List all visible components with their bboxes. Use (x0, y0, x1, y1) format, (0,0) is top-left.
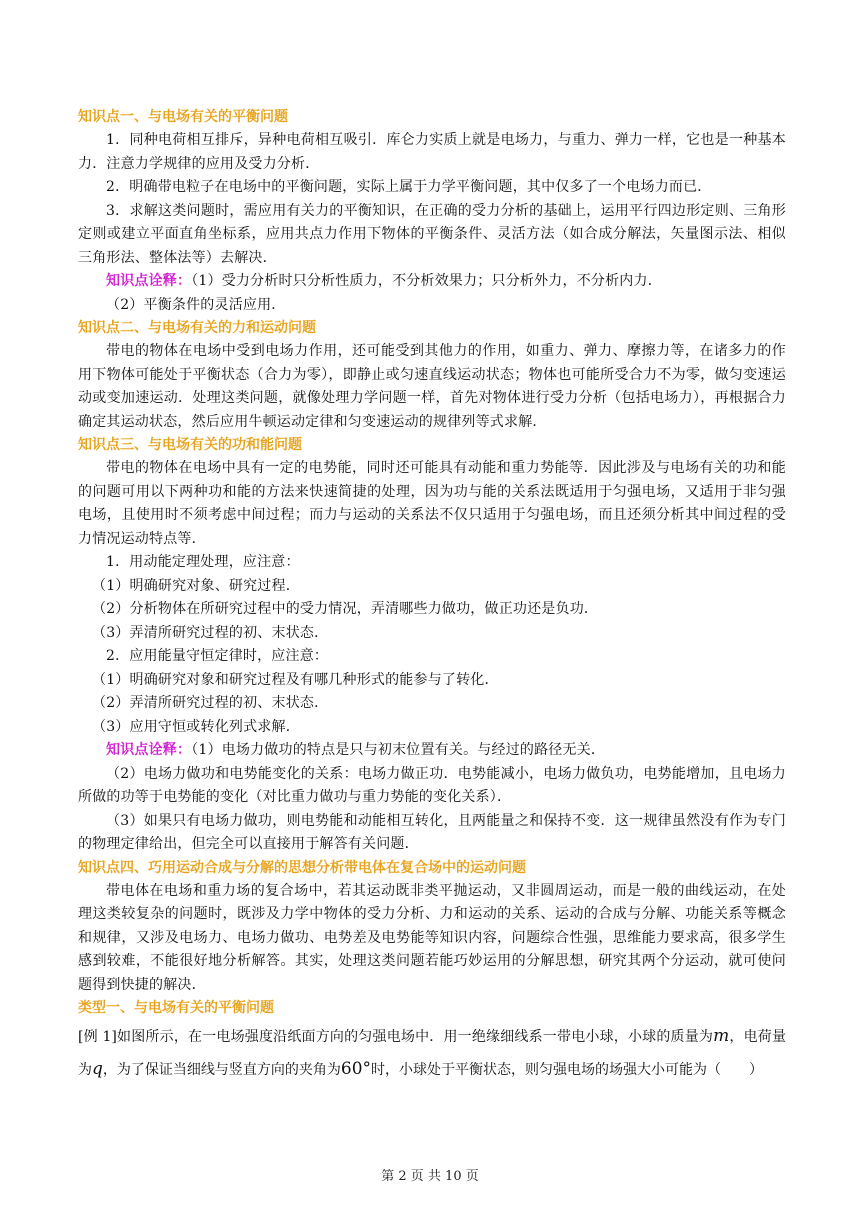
document-body (78, 106, 786, 1086)
paragraph: 2．明确带电粒子在电场中的平衡问题，实际上属于力学平衡问题，其中仅多了一个电场力而已． (106, 179, 712, 195)
math-angle: 60° (340, 1059, 372, 1079)
note-label: 知识点诠释： (106, 273, 192, 289)
example-question: [例 1]如图所示，在一电场强度沿纸面方向的匀强电场中．用一绝缘细线系一带电小球，小球的质量为m，电荷量为q，为了保证当细线与竖直方向的夹角为60°时，小球处于平衡状态，则匀强电场的场强大小可能为（ ） (78, 1026, 787, 1079)
list-item: （1）明确研究对象和研究过程及有哪几种形式的能参与了转化． (92, 671, 499, 688)
note-label: 知识点诠释： (106, 742, 192, 758)
list-item: （3）应用守恒或转化列式求解． (92, 718, 300, 735)
math-m: m (713, 1026, 730, 1046)
paragraph: 带电的物体在电场中受到电场力作用，还可能受到其他力的作用，如重力、弹力、摩擦力等，在诸多力的作用下物体可能处于平衡状态（合力为零），即静止或匀速直线运动状态；物体也可能所受合力不为零，做匀变速运动或变加速运动．处理这类问题，就像处理力学问题一样，首先对物体进行受力分析（包括电场力），再根据合力确定其运动状态，然后应用牛顿运动定律和匀变速运动的规律列等式求解． (78, 343, 786, 430)
math-q: q (92, 1059, 103, 1079)
subheading: 2．应用能量守恒定律时，应注意： (106, 648, 329, 664)
paragraph: 带电体在电场和重力场的复合场中，若其运动既非类平抛运动，又非圆周运动，而是一般的曲线运动，在处理这类较复杂的问题时，既涉及力学中物体的受力分析、力和运动的关系、运动的合成与分解、功能关系等概念和规律，又涉及电场力、电场力做功、电势差及电势能等知识内容，问题综合性强，思维能力要求高，很多学生感到较难，不能很好地分析解答。其实，处理这类问题若能巧妙运用的分解思想，研究其两个分运动，就可使问题得到快捷的解决． (78, 882, 786, 993)
paragraph: 带电的物体在电场中具有一定的电势能，同时还可能具有动能和重力势能等．因此涉及与电场有关的功和能的问题可用以下两种功和能的方法来快速简捷的处理，因为功与能的关系法既适用于匀强电场，又适用于非匀强电场，且使用时不须考虑中间过程；而力与运动的关系法不仅只适用于匀强电场，而且还须分析其中间过程的受力情况运动特点等． (78, 460, 786, 547)
note-line: （2）平衡条件的灵活应用． (106, 296, 286, 313)
list-item: （1）明确研究对象、研究过程． (92, 577, 300, 594)
list-item: （2）分析物体在所研究过程中的受力情况，弄清哪些力做功，做正功还是负功． (92, 601, 599, 617)
heading-point-4: 知识点四、巧用运动合成与分解的思想分析带电体在复合场中的运动问题 (78, 859, 526, 876)
example-tag: [例 1] (78, 1029, 117, 1045)
heading-type-1: 类型一、与电场有关的平衡问题 (78, 1000, 274, 1016)
note-line: 知识点诠释：（1）受力分析时只分析性质力，不分析效果力；只分析外力，不分析内力． (106, 273, 662, 289)
list-item: （3）弄清所研究过程的初、末状态． (92, 624, 329, 641)
heading-point-3: 知识点三、与电场有关的功和能问题 (78, 437, 302, 453)
heading-point-1: 知识点一、与电场有关的平衡问题 (78, 109, 288, 125)
paragraph: 1．同种电荷相互排斥，异种电荷相互吸引．库仑力实质上就是电场力，与重力、弹力一样，它也是一种基本力．注意力学规律的应用及受力分析． (78, 132, 786, 172)
note-line: 知识点诠释：（1）电场力做功的特点是只与初末位置有关。与经过的路径无关． (106, 742, 606, 758)
page-footer: 第 2 页 共 10 页 (381, 1169, 479, 1184)
subheading: 1．用动能定理处理，应注意： (106, 554, 300, 570)
list-item: （2）弄清所研究过程的初、末状态． (92, 695, 329, 711)
note-line: （2）电场力做功和电势能变化的关系：电场力做正功．电势能减小，电场力做负功，电势能增加，且电场力所做的功等于电势能的变化（对比重力做功与重力势能的变化关系）． (78, 765, 786, 805)
heading-point-2: 知识点二、与电场有关的力和运动问题 (78, 320, 316, 336)
paragraph: 3．求解这类问题时，需应用有关力的平衡知识，在正确的受力分析的基础上，运用平行四边形定则、三角形定则或建立平面直角坐标系，应用共点力作用下物体的平衡条件、灵活方法（如合成分解法，矢量图示法、相似三角形法、整体法等）去解决． (78, 202, 786, 266)
note-line: （3）如果只有电场力做功，则电势能和动能相互转化，且两能量之和保持不变．这一规律虽然没有作为专门的物理定律给出，但完全可以直接用于解答有关问题． (78, 812, 786, 852)
